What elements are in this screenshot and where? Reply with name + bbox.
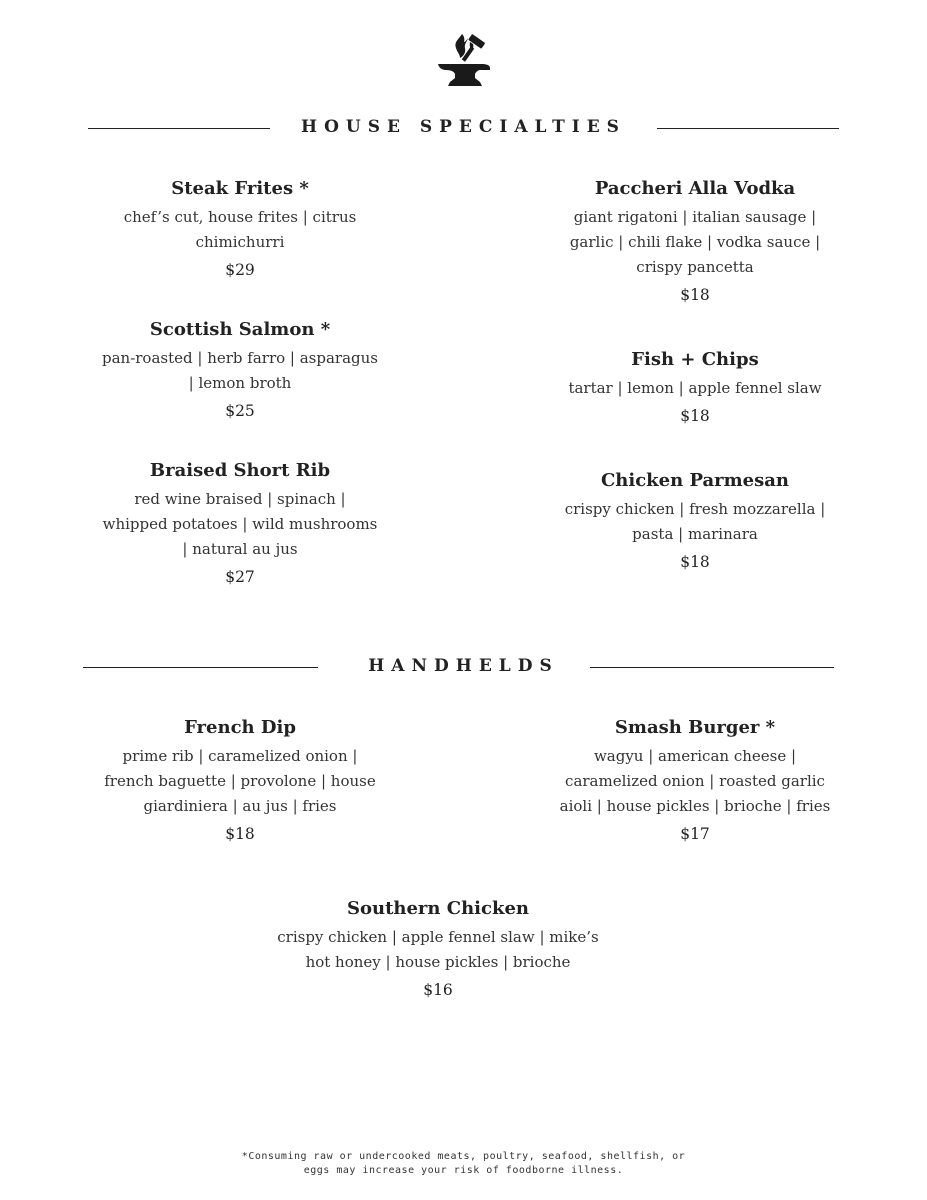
item-name: Braised Short Rib	[149, 460, 331, 481]
description-line: tartar | lemon | apple fennel slaw	[568, 379, 822, 397]
item-name: Chicken Parmesan	[600, 470, 790, 491]
item-price: $18	[680, 553, 710, 571]
section-title: HANDHELDS	[368, 656, 559, 676]
description-line: red wine braised | spinach |	[134, 490, 346, 508]
description-line: aioli | house pickles | brioche | fries	[559, 797, 831, 815]
item-price: $25	[225, 402, 255, 420]
anvil-flame-icon	[436, 32, 492, 92]
menu-item-scottish-salmon	[80, 318, 400, 424]
menu-item-smash-burger	[535, 716, 855, 847]
item-price: $17	[680, 825, 710, 843]
menu-item-fish-chips	[535, 348, 855, 429]
item-description	[535, 205, 855, 280]
divider-line	[590, 667, 834, 668]
description-line: prime rib | caramelized onion |	[122, 747, 358, 765]
description-line: wagyu | american cheese |	[593, 747, 797, 765]
description-line: giardiniera | au jus | fries	[143, 797, 337, 815]
item-description	[535, 744, 855, 819]
description-line: garlic | chili flake | vodka sauce |	[569, 233, 821, 251]
item-name: Steak Frites *	[171, 178, 309, 199]
description-line: giant rigatoni | italian sausage |	[573, 208, 817, 226]
item-name: Paccheri Alla Vodka	[594, 178, 796, 199]
disclaimer-line: *Consuming raw or undercooked meats, poultry, seafood, shellfish, or	[241, 1151, 686, 1162]
food-safety-disclaimer	[0, 1150, 927, 1178]
item-description	[253, 925, 623, 975]
item-price: $18	[225, 825, 255, 843]
description-line: crispy chicken | fresh mozzarella |	[564, 500, 826, 518]
menu-item-braised-short-rib	[80, 459, 400, 590]
item-price: $18	[680, 407, 710, 425]
item-name: French Dip	[184, 717, 296, 738]
item-name: Smash Burger *	[614, 717, 776, 738]
menu-item-southern-chicken	[253, 897, 623, 1003]
description-line: | lemon broth	[188, 374, 292, 392]
section-header-handhelds	[0, 656, 927, 680]
description-line: crispy pancetta	[636, 258, 754, 276]
item-price: $27	[225, 568, 255, 586]
item-description	[80, 346, 400, 396]
description-line: hot honey | house pickles | brioche	[305, 953, 571, 971]
menu-item-steak-frites	[80, 177, 400, 283]
section-header-house-specialties	[0, 117, 927, 141]
item-description	[80, 744, 400, 819]
item-name: Scottish Salmon *	[149, 319, 331, 340]
section-title: HOUSE SPECIALTIES	[301, 117, 626, 137]
item-price: $29	[225, 261, 255, 279]
menu-item-paccheri-alla-vodka	[535, 177, 855, 308]
item-price: $16	[423, 981, 453, 999]
item-description	[535, 376, 855, 401]
item-description	[80, 487, 400, 562]
item-description	[535, 497, 855, 547]
menu-item-french-dip	[80, 716, 400, 847]
menu-item-chicken-parmesan	[535, 469, 855, 575]
description-line: chimichurri	[195, 233, 285, 251]
divider-line	[657, 128, 839, 129]
description-line: crispy chicken | apple fennel slaw | mike’s	[277, 928, 599, 946]
description-line: french baguette | provolone | house	[104, 772, 376, 790]
disclaimer-line: eggs may increase your risk of foodborne illness.	[303, 1165, 624, 1176]
description-line: pasta | marinara	[632, 525, 758, 543]
description-line: whipped potatoes | wild mushrooms	[102, 515, 378, 533]
item-price: $18	[680, 286, 710, 304]
description-line: pan-roasted | herb farro | asparagus	[101, 349, 378, 367]
description-line: caramelized onion | roasted garlic	[565, 772, 825, 790]
item-description	[80, 205, 400, 255]
description-line: chef’s cut, house frites | citrus	[123, 208, 357, 226]
description-line: | natural au jus	[182, 540, 298, 558]
item-name: Southern Chicken	[346, 898, 529, 919]
item-name: Fish + Chips	[631, 349, 759, 370]
